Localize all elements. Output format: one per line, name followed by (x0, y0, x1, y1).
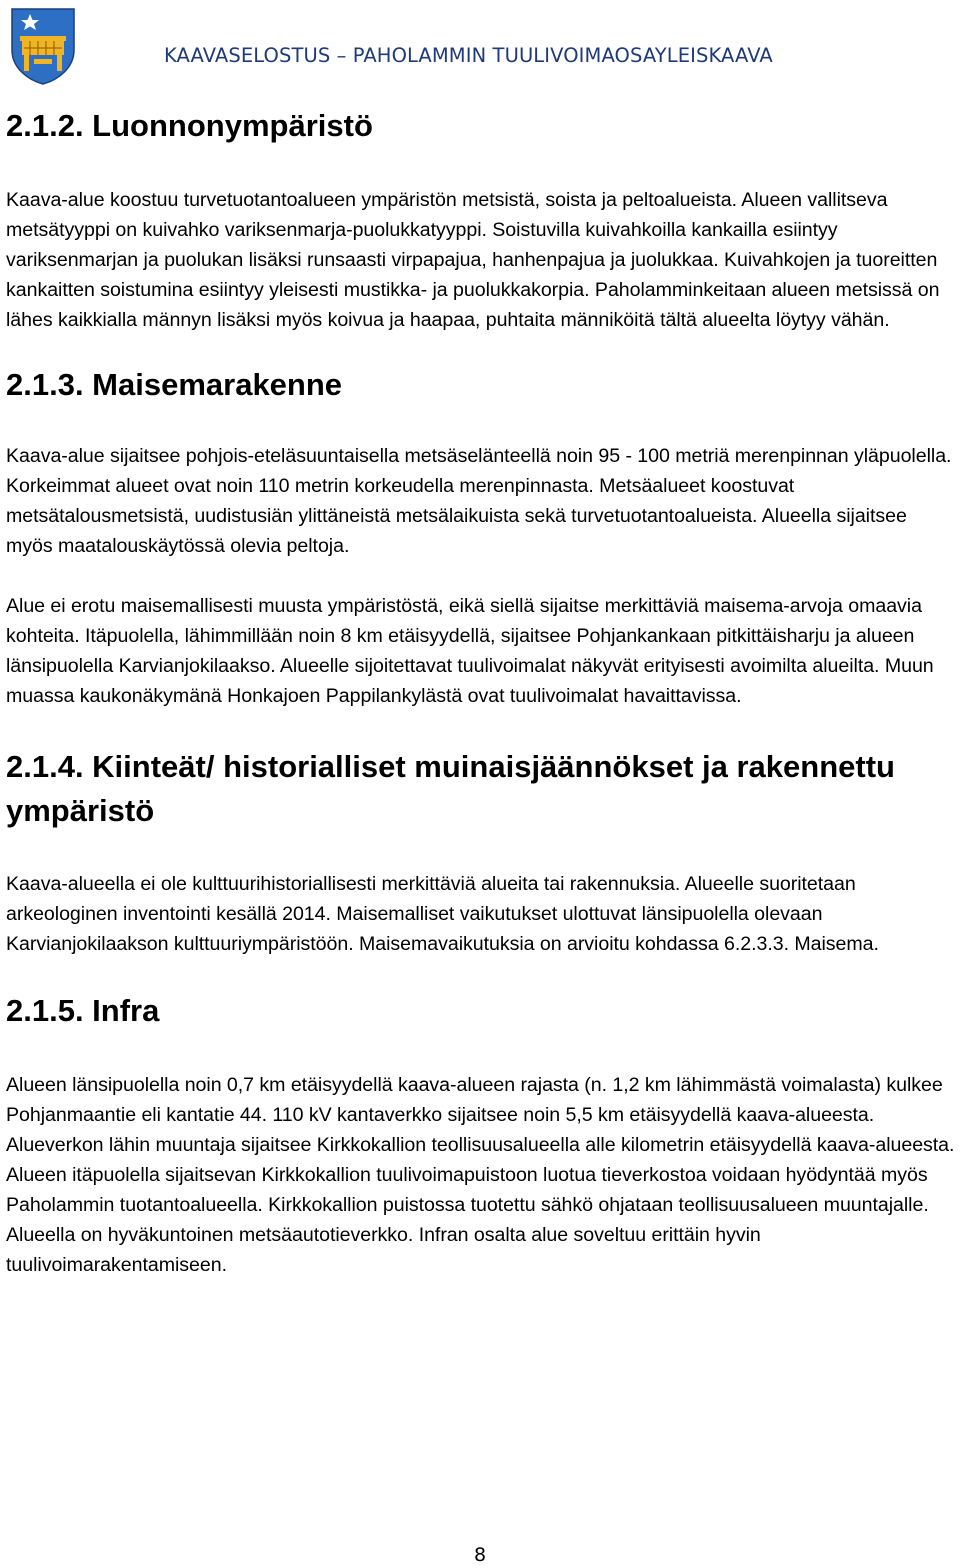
document-body (6, 104, 958, 1280)
paragraph-muinaisjaannokset: Kaava-alueella ei ole kulttuurihistoriallisesti merkittäviä alueita tai rakennuksia. Alueelle suoritetaan arkeologinen inventointi kesällä 2014. Maisemalliset vaikutukset ulottuvat länsipuolella olevaan Karvianjokilaakson kulttuuriympäristöön. Maisemavaikutuksia on arvioitu kohdassa 6.2.3.3. Maisema. (6, 873, 879, 955)
paragraph-maisemarakenne-1: Kaava-alue sijaitsee pohjois-eteläsuuntaisella metsäselänteellä noin 95 - 100 metriä merenpinnan yläpuolella. Korkeimmat alueet ovat noin 110 metrin korkeudella merenpinnasta. Metsäalueet koostuvat metsätalousmetsistä, uudistusiän ylittäneistä metsälaikuista sekä turvetuotantoalueista. Alueella sijaitsee myös maatalouskäytössä olevia peltoja. (6, 445, 952, 557)
section-heading-luonnonymparisto: 2.1.2. Luonnonympäristö (6, 108, 373, 143)
document-header-title: KAAVASELOSTUS – PAHOLAMMIN TUULIVOIMAOSAYLEISKAAVA (164, 44, 773, 67)
section-heading-muinaisjaannokset: 2.1.4. Kiinteät/ historialliset muinaisjäännökset ja rakennettu ympäristö (6, 749, 895, 828)
paragraph-infra: Alueen länsipuolella noin 0,7 km etäisyydellä kaava-alueen rajasta (n. 1,2 km lähimmästä voimalasta) kulkee Pohjanmaantie eli kantatie 44. 110 kV kantaverkko sijaitsee noin 5,5 km etäisyydellä kaava-alueesta. Alueverkon lähin muuntaja sijaitsee Kirkkokallion teollisuusalueella alle kilometrin etäisyydellä kaava-alueesta. Alueen itäpuolella sijaitsevan Kirkkokallion tuulivoimapuistoon luotua tieverkostoa voidaan hyödyntää myös Paholammin tuotantoalueella. Kirkkokallion puistossa tuotettu sähkö ohjataan teollisuusalueen muuntajalle. Alueella on hyväkuntoinen metsäautotieverkko. Infran osalta alue soveltuu erittäin hyvin tuulivoimarakentamiseen. (6, 1074, 955, 1276)
page-number: 8 (473, 1544, 487, 1566)
paragraph-luonnonymparisto: Kaava-alue koostuu turvetuotantoalueen ympäristön metsistä, soista ja peltoalueista. Alueen vallitseva metsätyyppi on kuivahko variksenmarja-puolukkatyyppi. Soistuvilla kuivahkoilla kankailla esiintyy variksenmarjan ja puolukan lisäksi runsaasti virpapajua, hanhenpajua ja juolukkaa. Kuivahkojen ja tuoreitten kankaitten soistumina esiintyy yleisesti mustikka- ja puolukkakorpia. Paholamminkeitaan alueen metsissä on lähes kaikkialla männyn lisäksi myös koivua ja haapaa, puhtaita männiköitä tältä alueelta löytyy vähän. (6, 189, 940, 331)
paragraph-maisemarakenne-2: Alue ei erotu maisemallisesti muusta ympäristöstä, eikä siellä sijaitse merkittäviä maisema-arvoja omaavia kohteita. Itäpuolella, lähimmillään noin 8 km etäisyydellä, sijaitsee Pohjankankaan pitkittäisharju ja alueen länsipuolella Karvianjokilaakso. Alueelle sijoitettavat tuulivoimalat näkyvät erityisesti avoimilta alueilta. Muun muassa kaukonäkymänä Honkajoen Pappilankylästä ovat tuulivoimalat havaittavissa. (6, 595, 934, 707)
section-heading-maisemarakenne: 2.1.3. Maisemarakenne (6, 367, 343, 402)
page-header (0, 0, 960, 90)
municipal-coat-of-arms-icon (8, 6, 78, 86)
section-heading-infra: 2.1.5. Infra (6, 993, 160, 1028)
